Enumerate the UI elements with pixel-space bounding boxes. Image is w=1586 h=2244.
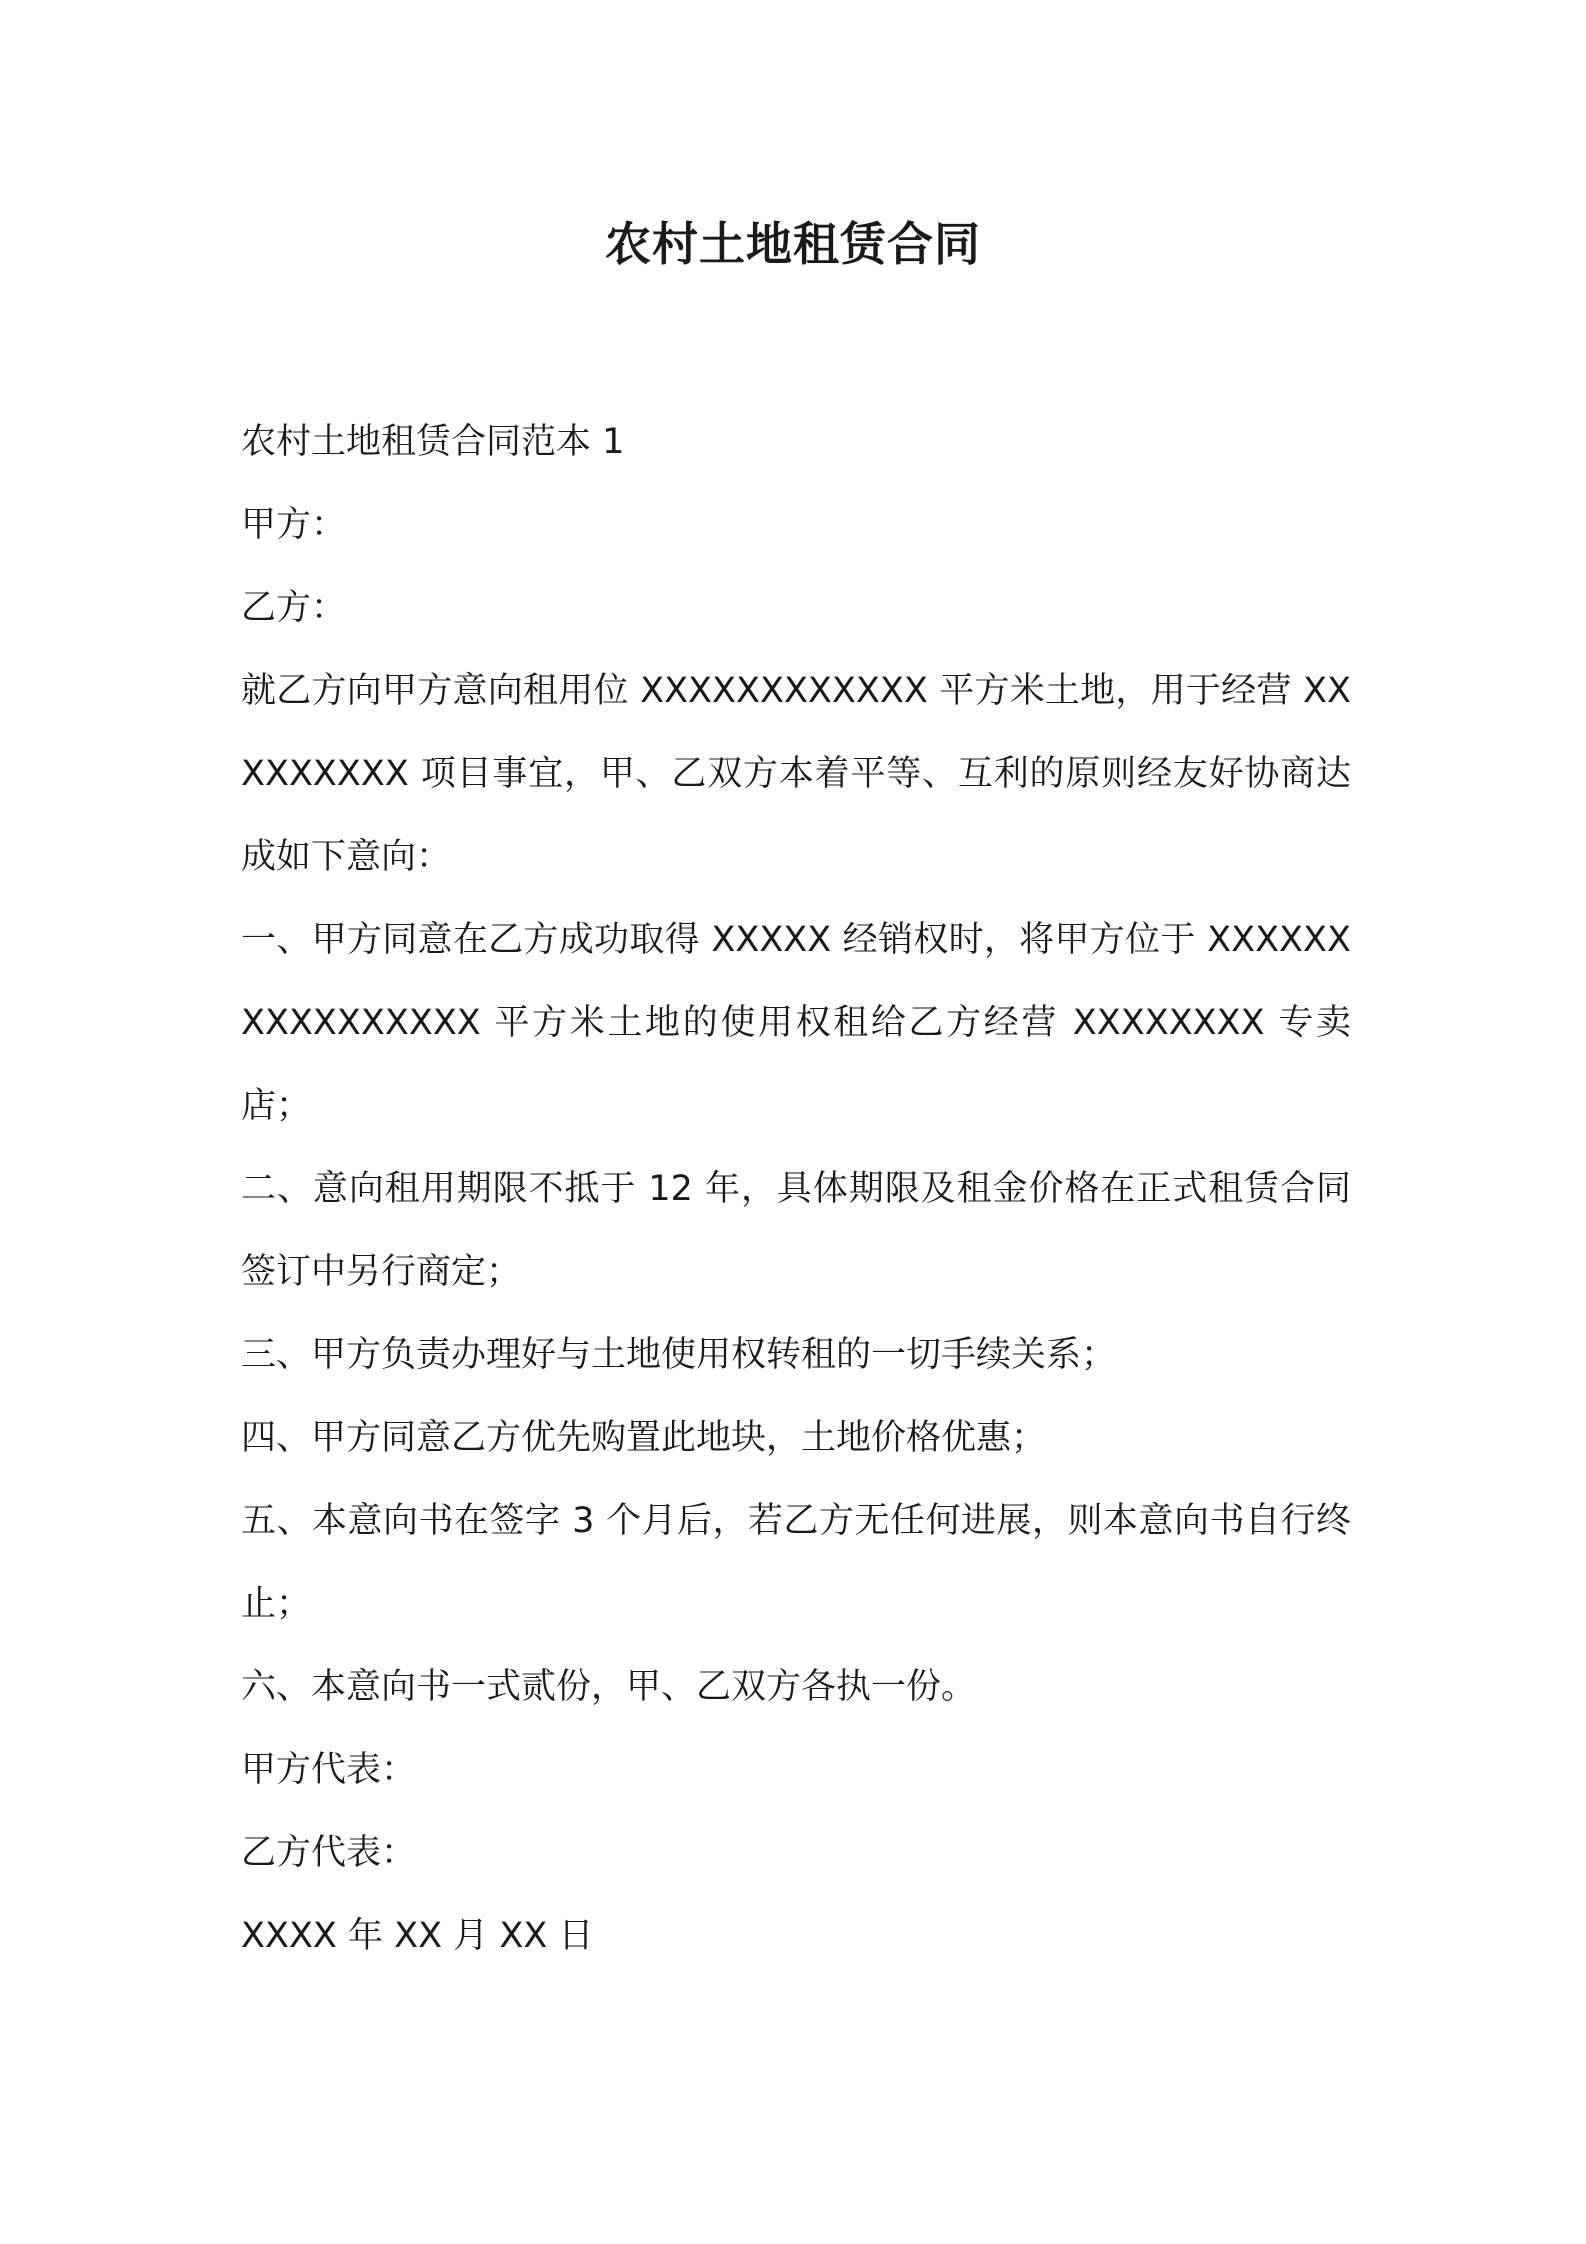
- subtitle: 农村土地租赁合同范本 1: [241, 422, 625, 462]
- document-title: 农村土地租赁合同: [605, 217, 981, 271]
- intro-paragraph: 就乙方向甲方意向租用位 XXXXXXXXXXXX 平方米土地，用于经营 XXXXXXXXX 项目事宜，甲、乙双方本着平等、互利的原则经友好协商达成如下意向：: [241, 671, 1351, 877]
- party-b-representative: 乙方代表：: [241, 1833, 417, 1873]
- party-b-label: 乙方：: [241, 588, 347, 628]
- party-a-representative: 甲方代表：: [241, 1750, 417, 1790]
- party-a-label: 甲方：: [241, 505, 347, 545]
- clause-5: 五、本意向书在签字 3 个月后，若乙方无任何进展，则本意向书自行终止；: [241, 1501, 1351, 1624]
- clause-2: 二、意向租用期限不抵于 12 年，具体期限及租金价格在正式租赁合同签订中另行商定；: [241, 1169, 1351, 1292]
- clause-1: 一、甲方同意在乙方成功取得 XXXXX 经销权时，将甲方位于 XXXXXXXXXXXXXXXX 平方米土地的使用权租给乙方经营 XXXXXXXX 专卖店；: [241, 920, 1351, 1126]
- signing-date: XXXX 年 XX 月 XX 日: [241, 1916, 594, 1956]
- clause-6: 六、本意向书一式贰份，甲、乙双方各执一份。: [241, 1667, 977, 1707]
- document-body: [241, 401, 1351, 1978]
- clause-3: 三、甲方负责办理好与土地使用权转租的一切手续关系；: [241, 1335, 1117, 1375]
- clause-4: 四、甲方同意乙方优先购置此地块，土地价格优惠；: [241, 1418, 1047, 1458]
